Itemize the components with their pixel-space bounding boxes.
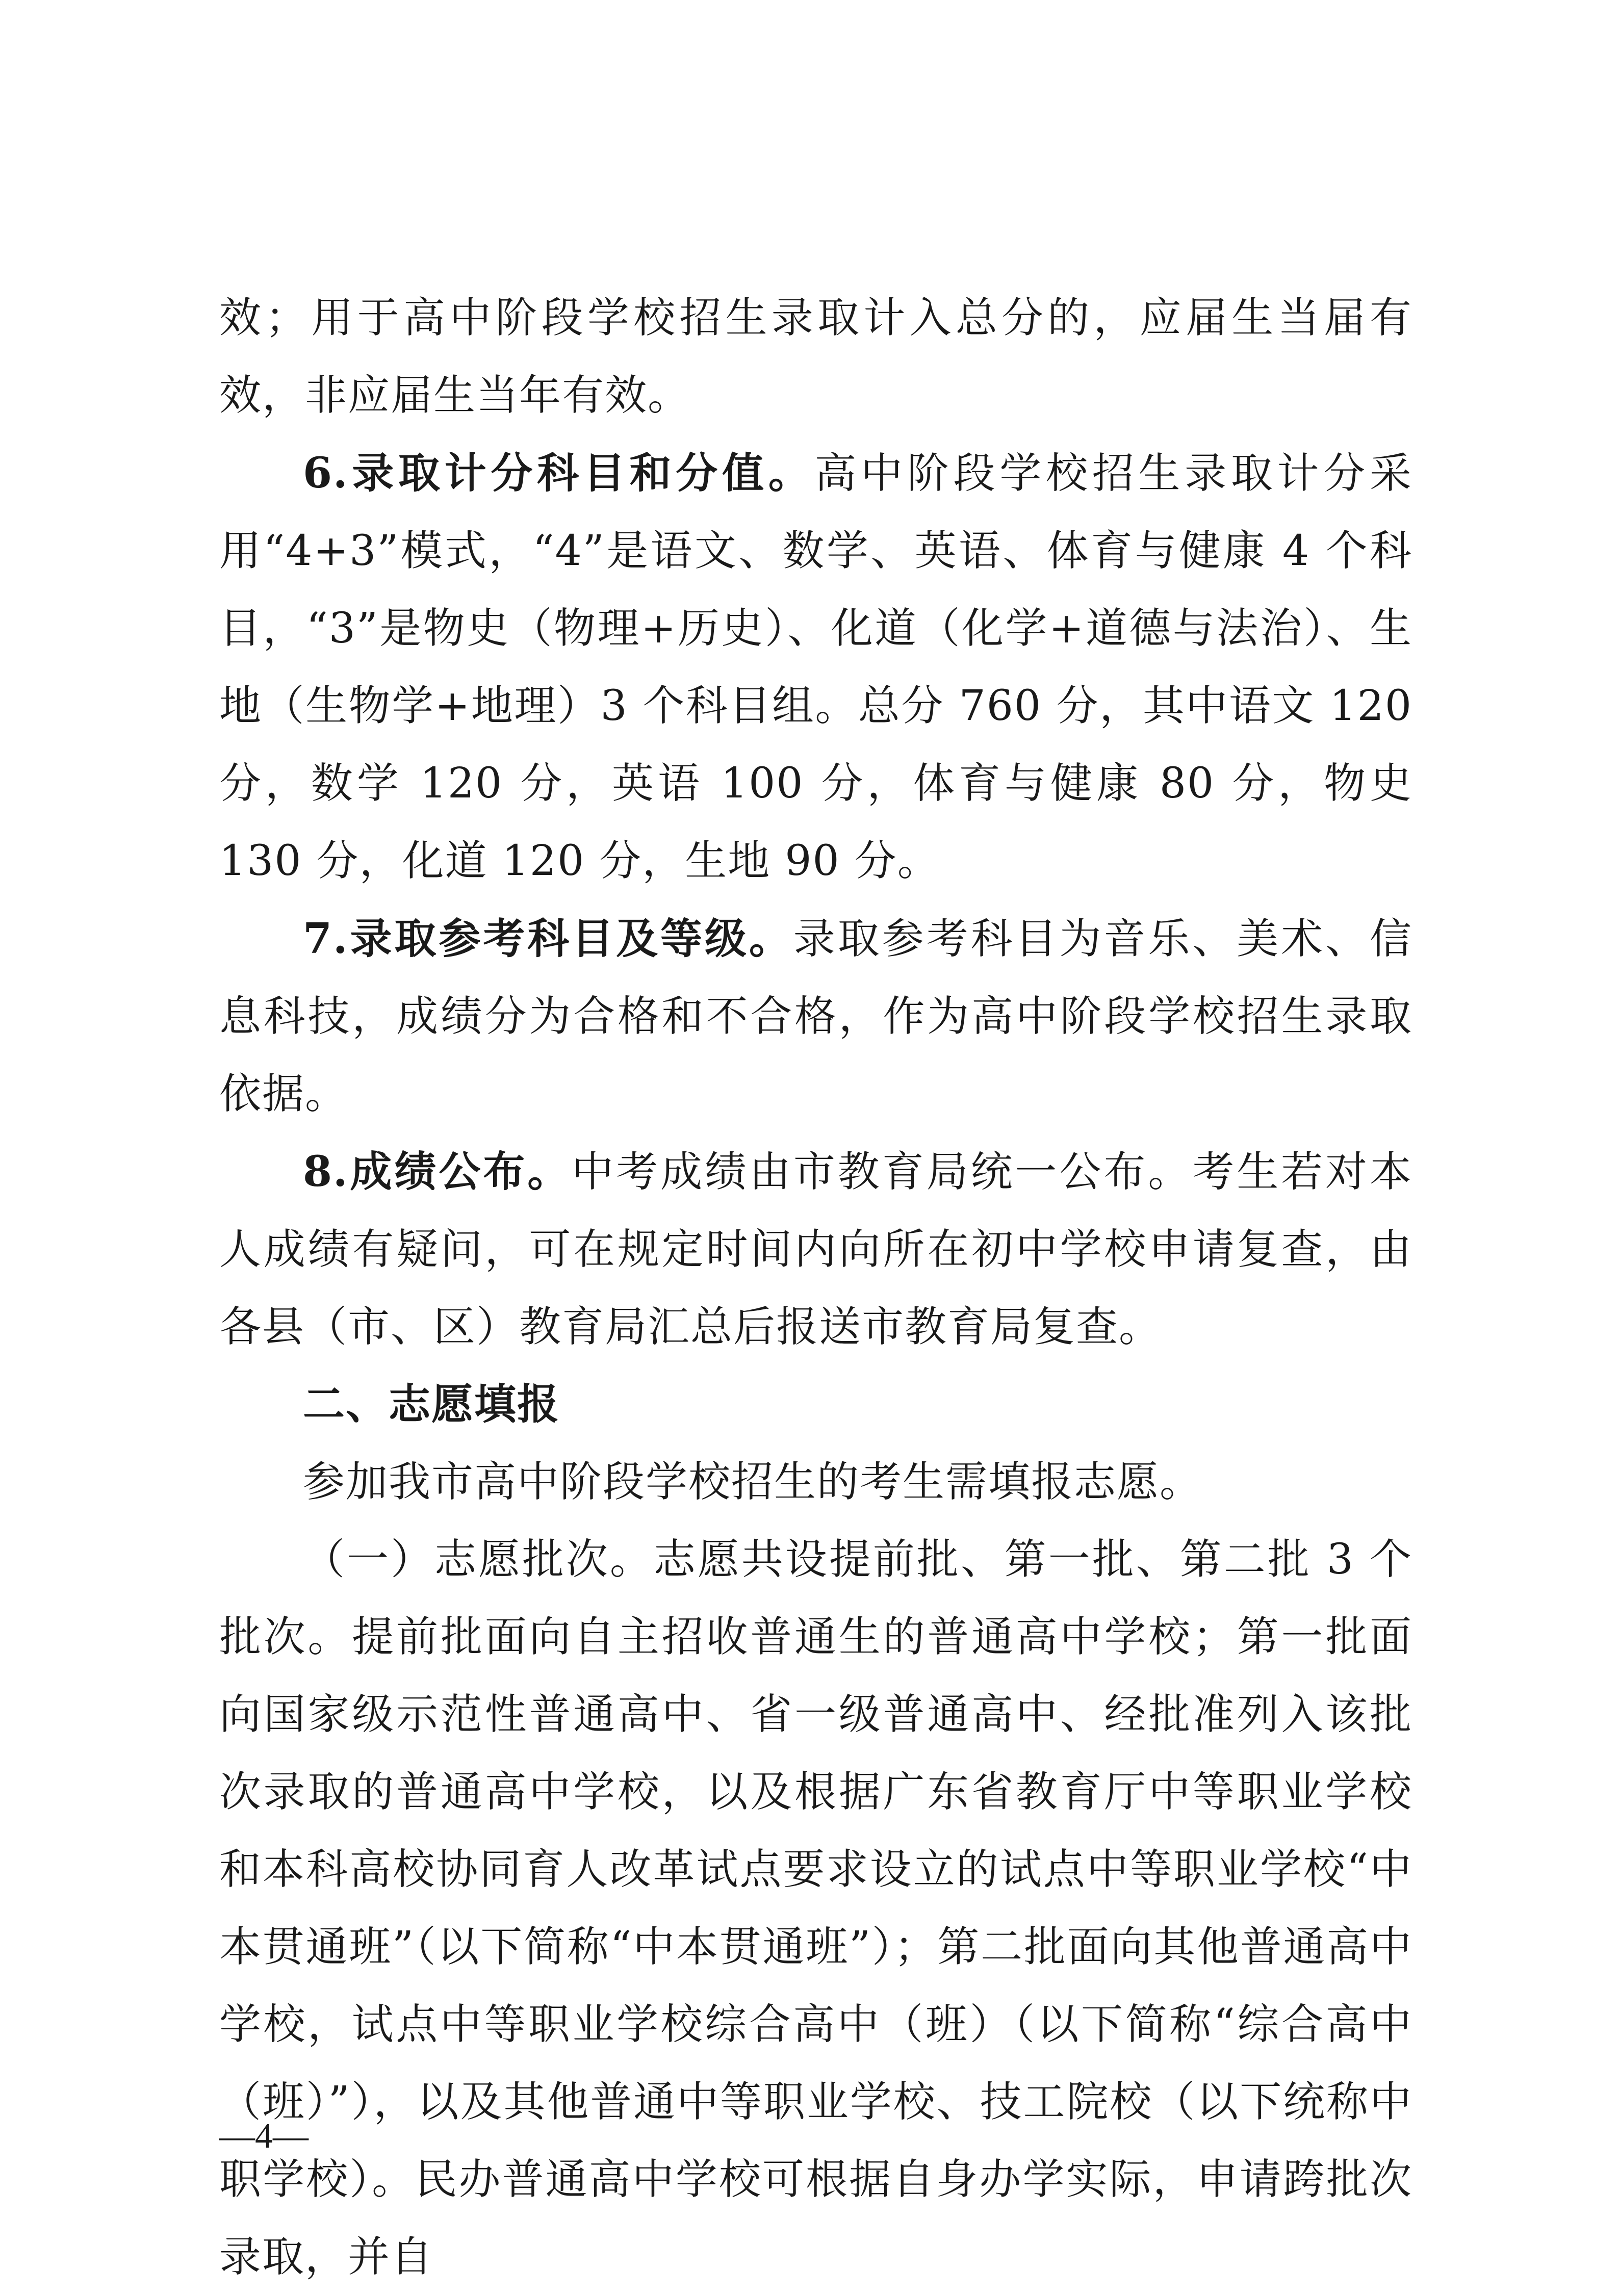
section-2-heading: 二、志愿填报: [303, 1380, 560, 1429]
item-8-title: 8.成绩公布。: [303, 1147, 572, 1196]
continuation-text: 效；用于高中阶段学校招生录取计入总分的，应届生当届有效，非应届生当年有效。: [219, 294, 1412, 420]
subsection-1-body: 志愿共设提前批、第一批、第二批 3 个批次。提前批面向自主招收普通生的普通高中学校；第一批面向国家级示范性普通高中、省一级普通高中、经批准列入该批次录取的普通高中学校，以及根据广东省教育厅中等职业学校和本科高校协同育人改革试点要求设立的试点中等职业学校“中本贯通班”（以下简称“中本贯通班”）；第二批面向其他普通高中学校，试点中等职业学校综合高中（班）（以下简称“综合高中（班）”），以及其他普通中等职业学校、技工院校（以下统称中职学校）。民办普通高中学校可根据自身办学实际，申请跨批次录取，并自: [219, 1535, 1412, 2281]
paragraph-item-7: [219, 900, 1412, 1133]
item-6-title: 6.录取计分科目和分值。: [303, 449, 815, 498]
item-7-body: 录取参考科目为音乐、美术、信息科技，成绩分为合格和不合格，作为高中阶段学校招生录取依据。: [219, 915, 1412, 1118]
item-7-title: 7.录取参考科目及等级。: [303, 914, 793, 963]
item-6-body: 高中阶段学校招生录取计分采用“4+3”模式，“4”是语文、数学、英语、体育与健康 4 个科目，“3”是物史（物理+历史）、化道（化学+道德与法治）、生地（生物学+地理）3 个科目组。总分 760 分，其中语文 120 分，数学 120 分，英语 100 分，体育与健康 80 分，物史 130 分，化道 120 分，生地 90 分。: [219, 449, 1412, 885]
item-8-body: 中考成绩由市教育局统一公布。考生若对本人成绩有疑问，可在规定时间内向所在初中学校申请复查，由各县（市、区）教育局汇总后报送市教育局复查。: [219, 1148, 1412, 1351]
document-body: [219, 279, 1412, 2296]
page-number: —4—: [219, 2117, 309, 2156]
paragraph-subsection-1: [219, 1521, 1412, 2296]
subsection-1-title: （一）志愿批次。: [303, 1535, 654, 1584]
paragraph-item-6: [219, 434, 1412, 900]
paragraph-continuation: [219, 279, 1412, 434]
section-2-intro: 参加我市高中阶段学校招生的考生需填报志愿。: [303, 1458, 1203, 1506]
paragraph-item-8: [219, 1133, 1412, 1366]
